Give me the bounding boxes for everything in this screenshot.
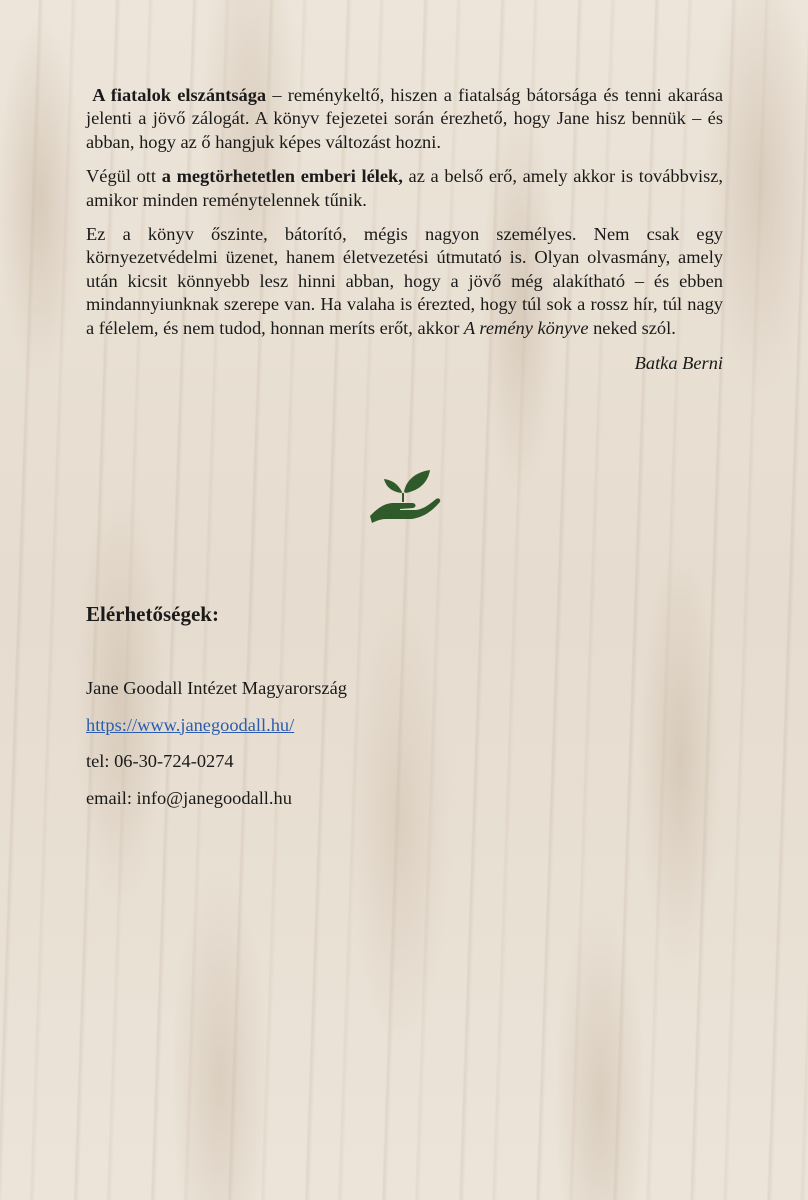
email-address: email: info@janegoodall.hu: [86, 787, 292, 808]
paragraph-human-spirit: [86, 165, 723, 212]
paragraph-text-after: neked szól.: [588, 317, 676, 338]
website-link[interactable]: https://www.janegoodall.hu/: [86, 714, 295, 735]
article-body: [86, 84, 723, 375]
organization-name: Jane Goodall Intézet Magyarország: [86, 678, 347, 698]
contacts-block: [86, 676, 347, 822]
paragraph-text: – reménykeltő, hiszen a fiatalság bátorsága és tenni akarása jelenti a jövő zálogát. A könyv fejezetei során érezhető, hogy Jane hisz bennük – és abban, hogy az ő hangjuk képes változást hozni.: [86, 85, 723, 152]
paragraph-text-before: Végül ott: [86, 166, 162, 187]
paragraph-text-after: az a belső erő, amely akkor is továbbvisz, amikor minden reménytelennek tűnik.: [86, 166, 723, 210]
hand-holding-sprout-icon: [368, 466, 442, 524]
phone-number: tel: 06-30-724-0274: [86, 751, 234, 771]
paragraph-youth: [86, 84, 723, 154]
paragraph-text-before: Ez a könyv őszinte, bátorító, mégis nagyon személyes. Nem csak egy környezetvédelmi üzenet, hanem életvezetési útmutató is. Olyan olvasmány, amely után kicsit könnyebb lesz hinni abban, hogy a jövő még alakítható – és ebben mindannyiunknak szerepe van. Ha valaha is érezted, hogy túl sok a rossz hír, túl nagy a félelem, és nem tudod, honnan meríts erőt, akkor: [86, 224, 723, 338]
contacts-heading: Elérhetőségek:: [86, 602, 219, 626]
paragraph-conclusion: [86, 223, 723, 340]
book-title: A remény könyve: [463, 317, 589, 338]
bold-phrase: a megtörhetetlen emberi lélek,: [161, 166, 403, 187]
bold-lead: A fiatalok elszántsága: [92, 85, 267, 105]
author-signature: Batka Berni: [634, 353, 723, 374]
